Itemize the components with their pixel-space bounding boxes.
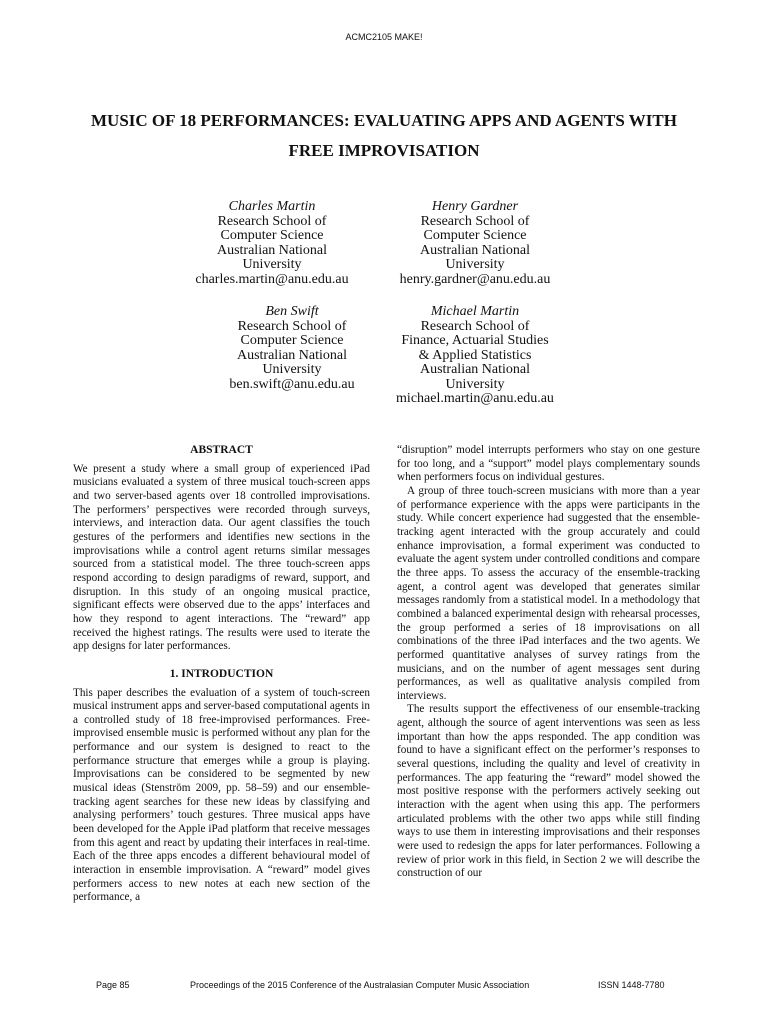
author-name: Ben Swift xyxy=(265,304,319,319)
author-block-4 xyxy=(380,305,570,407)
author-name: Charles Martin xyxy=(228,199,316,214)
author-email[interactable]: ben.swift@anu.edu.au xyxy=(229,376,355,392)
author-affiliation: Research School of xyxy=(420,213,530,229)
author-affiliation: Finance, Actuarial Studies xyxy=(401,333,549,348)
author-affiliation: University xyxy=(445,376,505,392)
author-affiliation: Australian National xyxy=(216,242,328,258)
author-name: Michael Martin xyxy=(430,304,520,319)
author-affiliation: Computer Science xyxy=(423,228,527,243)
title-line-1: MUSIC OF 18 PERFORMANCES: EVALUATING APPS AND AGENTS WITH xyxy=(91,111,677,130)
author-affiliation: Australian National xyxy=(419,242,531,258)
author-affiliation: Australian National xyxy=(236,347,348,363)
introduction-heading: 1. INTRODUCTION xyxy=(169,667,274,680)
author-affiliation: University xyxy=(262,362,322,377)
body-paragraph: The results support the effectiveness of our ensemble-tracking agent, although the source of agent interventions was seen as less important than how the apps responded. The app condition was found to have a significant effect on the performer’s responses to several questions, including the quality and level of creativity in performances. The app featuring the “reward” model showed the most positive response with the performers actively seeking out interaction with the agent when using this app. The performers articulated problems with the other two apps while still finding ways to use them in interesting improvisations and their responses were used to redesign the apps for later performances. Following a review of prior work in this field, in Section 2 we will describe the construction of our xyxy=(397,703,700,880)
proceedings-footer: Proceedings of the 2015 Conference of the Australasian Computer Music Association xyxy=(190,980,530,990)
author-affiliation: Computer Science xyxy=(220,228,324,243)
author-block-1 xyxy=(177,200,367,287)
author-affiliation: Research School of xyxy=(217,213,327,229)
author-affiliation: Research School of xyxy=(237,318,347,334)
author-affiliation: Research School of xyxy=(420,318,530,334)
author-block-2 xyxy=(380,200,570,287)
author-name: Henry Gardner xyxy=(431,199,519,214)
author-block-3 xyxy=(197,305,387,392)
author-affiliation: Computer Science xyxy=(240,333,344,348)
author-affiliation: & Applied Statistics xyxy=(418,347,532,363)
abstract-heading: ABSTRACT xyxy=(190,444,253,456)
body-paragraph: A group of three touch-screen musicians with more than a year of performance experience with the apps were participants in the study. While concert experience had suggested that the ensemble-tracking agent interacted with the group accurately and could enhance improvisation, a formal experiment was conducted to evaluate the agent system under controlled conditions and compare the three apps. To assess the accuracy of the ensemble-tracking agent, a control agent was developed that generates similar messages randomly from a statistical model. In a methodology that combined a balanced experimental design with rehearsal processes, the group performed a series of 18 improvisations on all combinations of the three iPad interfaces and the two agents. We performed quantitative analyses of survey ratings from the musicians, and on the number of agent messages sent during performances, as well as qualitative analysis compiled from interviews. xyxy=(397,484,700,702)
author-affiliation: University xyxy=(445,257,505,272)
running-header: ACMC2105 MAKE! xyxy=(345,32,423,42)
body-paragraph: “disruption” model interrupts performers who stay on one gesture for too long, and a “support” model plays complementary sounds when performers focus on individual gestures. xyxy=(397,444,700,484)
author-email[interactable]: henry.gardner@anu.edu.au xyxy=(399,271,551,287)
issn-footer: ISSN 1448-7780 xyxy=(598,980,665,990)
author-email[interactable]: michael.martin@anu.edu.au xyxy=(396,391,554,406)
left-column xyxy=(73,444,370,905)
author-email[interactable]: charles.martin@anu.edu.au xyxy=(195,271,349,287)
abstract-text: We present a study where a small group of experienced iPad musicians evaluated a system of three musical touch-screen apps and two server-based agents over 18 controlled improvisations. The performers’ perspectives were recorded through surveys, interviews, and interaction data. Our agent classifies the touch gestures of the performers and identifies new sections in the improvisations while a control agent returns similar messages sourced from a statistical model. The three touch-screen apps respond according to design paradigms of reward, support, and disruption. In this study of an ongoing musical practice, significant effects were observed due to the apps’ interfaces and how they respond to agent interactions. The “reward” app received the highest ratings. The results were used to iterate the app designs for later performances. xyxy=(73,462,370,653)
page-number: Page 85 xyxy=(96,980,130,990)
author-affiliation: Australian National xyxy=(419,362,531,377)
author-affiliation: University xyxy=(242,257,302,272)
title-line-2: FREE IMPROVISATION xyxy=(288,141,480,160)
right-column xyxy=(397,444,700,881)
paper-title xyxy=(60,106,708,166)
introduction-paragraph: This paper describes the evaluation of a system of touch-screen musical instrument apps and server-based computational agents in a controlled study of 18 free-improvised performances. Free-improvised ensemble music is performed without any plan for the performance and our system is designed to react to the performance structure that emerges while a group is playing. Improvisations can be considered to be segmented by new musical ideas (Stenström 2009, pp. 58–59) and our ensemble-tracking agent searches for these new ideas by classifying and analysing performers’ touch gestures. Three musical apps have been developed for the Apple iPad platform that receive messages from this agent and react by updating their interfaces in real-time. Each of the three apps encodes a different behavioural model of interaction in ensemble improvisation. A “reward” model gives performers access to new notes at each new section of the performance, a xyxy=(73,686,370,904)
